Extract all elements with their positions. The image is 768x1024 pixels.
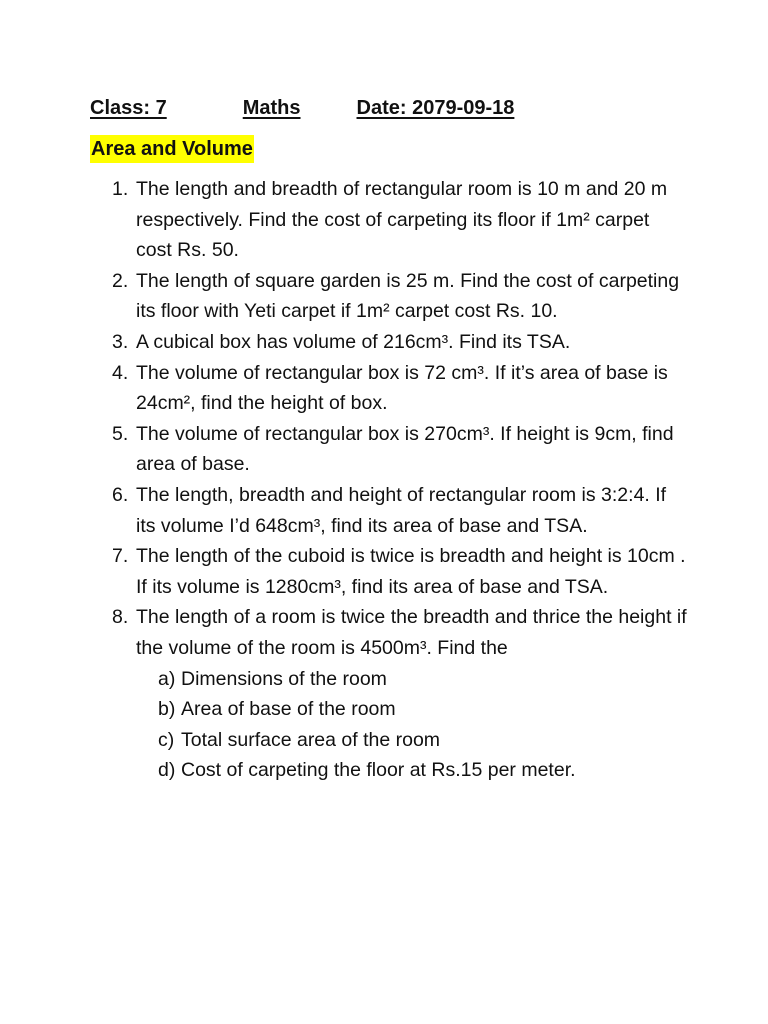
- question-text: The volume of rectangular box is 72 cm³. If it’s area of base is 24cm², find the height of box.: [136, 361, 668, 415]
- subpart-text: Dimensions of the room: [181, 667, 387, 690]
- subject-label: Maths: [242, 97, 301, 119]
- subpart-label: b): [158, 698, 176, 721]
- question-text: The length, breadth and height of rectangular room is 3:2:4. If its volume I’d 648cm³, find its area of base and TSA.: [136, 483, 667, 537]
- question-text: The length of square garden is 25 m. Find the cost of carpeting its floor with Yeti carpet if 1m² carpet cost Rs. 10.: [136, 269, 680, 323]
- question-list: [100, 174, 690, 786]
- question-item: [100, 266, 690, 327]
- question-number: 4.: [112, 361, 129, 384]
- question-item: [100, 419, 690, 480]
- question-item: [100, 327, 690, 358]
- question-item: [100, 541, 690, 602]
- subpart-item: [136, 664, 690, 695]
- question-text: A cubical box has volume of 216cm³. Find its TSA.: [136, 330, 571, 353]
- subpart-label: a): [158, 667, 176, 690]
- date-label: Date: 2079-09-18: [356, 97, 515, 119]
- question-text: The volume of rectangular box is 270cm³. If height is 9cm, find area of base.: [136, 422, 674, 476]
- subpart-text: Cost of carpeting the floor at Rs.15 per meter.: [181, 759, 576, 782]
- question-number: 7.: [112, 545, 129, 568]
- question-text: The length and breadth of rectangular room is 10 m and 20 m respectively. Find the cost of carpeting its floor if 1m² carpet cost Rs. 50.: [136, 178, 668, 262]
- question-item: [100, 174, 690, 266]
- question-text: The length of the cuboid is twice is breadth and height is 10cm . If its volume is 1280cm³, find its area of base and TSA.: [136, 545, 686, 598]
- worksheet-title: Area and Volume: [90, 135, 254, 163]
- subpart-item: [136, 725, 690, 756]
- question-item: [100, 602, 690, 786]
- question-number: 2.: [112, 269, 129, 292]
- question-number: 1.: [112, 178, 129, 200]
- question-item: [100, 480, 690, 541]
- question-number: 8.: [112, 606, 129, 629]
- subpart-text: Total surface area of the room: [181, 728, 441, 751]
- question-text: The length of a room is twice the breadth and thrice the height if the volume of the room is 4500m³. Find the: [136, 606, 687, 659]
- question-number: 6.: [112, 483, 129, 506]
- question-number: 5.: [112, 422, 129, 445]
- worksheet-header: [90, 94, 514, 122]
- question-item: [100, 358, 690, 419]
- question-number: 3.: [112, 330, 129, 353]
- subpart-label: c): [158, 728, 175, 751]
- subpart-list: [136, 664, 690, 786]
- subpart-item: [136, 694, 690, 725]
- subpart-label: d): [158, 759, 176, 782]
- subpart-item: [136, 755, 690, 786]
- class-label: Class: 7: [90, 97, 167, 119]
- subpart-text: Area of base of the room: [181, 698, 396, 721]
